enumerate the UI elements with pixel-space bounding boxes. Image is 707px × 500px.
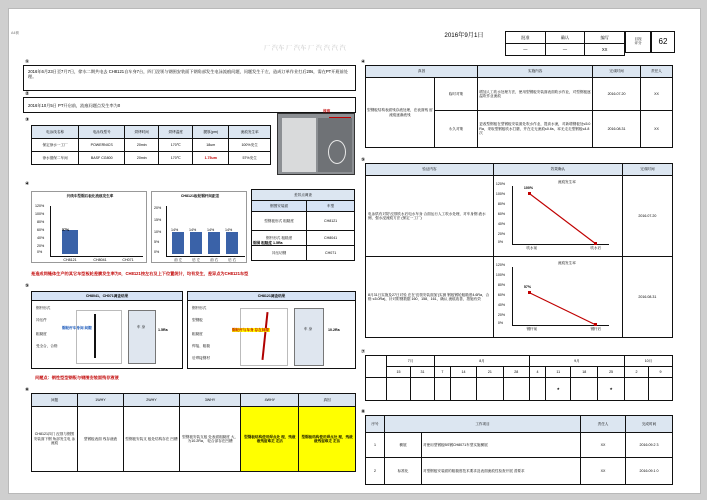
why-head-3: 3WHY (179, 394, 241, 407)
rough-right-label: 钢轮杆与车身 存在间隙 (232, 328, 269, 332)
gantt-corner (366, 356, 387, 378)
spec-head-1: 电泳线型号 (79, 126, 125, 139)
cv1-cat-0: 吹水前 (526, 246, 538, 250)
rough-right-panel (187, 291, 356, 369)
cm-owner-0: XX (641, 78, 673, 111)
diff-r0-desc-text: 型钢板形式 粗糙度 (264, 218, 294, 223)
chart-mid-ytick-2: 10% (154, 230, 162, 234)
why-cell-1: 型钢板表面 残存液液 (77, 407, 123, 472)
rough-left-item-3: 受全合，合格 (36, 344, 58, 348)
rough-left-val: 1.5Ra (158, 328, 168, 332)
photo-caption: 流痕 (323, 109, 331, 113)
gantt-day-9: 25 (598, 367, 625, 378)
rough-left-item-1: 冲压件 (36, 318, 47, 322)
section-3-no: ③ (25, 117, 30, 123)
score-value: 62 (651, 31, 675, 53)
spec-r0c1: POWERNICS (79, 139, 125, 152)
cv1-ytick-0: 0% (497, 240, 504, 244)
spec-r1c4: 1.75um (193, 152, 229, 165)
why-cell-0: CH8121四门 沒领与钢围 安装面下钢 角部发生电 泳流痕 (32, 407, 78, 472)
gantt-section-no: ⑦ (361, 349, 366, 355)
verify-content-1: 8月31日实施及27日对验 在在'沒领安装面加'(实测 钢板钢轮粗糙度4.6Ra，合格 ≤5.0Ra)，针对附钢数据 160、158、161，确认 流痕改善，措施有效 (366, 257, 494, 338)
diff-col-0: 钢围安装面 (252, 201, 307, 212)
photo-caption-leader (329, 117, 351, 118)
chart-mid-label-0: 14% (171, 228, 179, 232)
spec-table (31, 125, 271, 165)
chart-mid-label-3: 14% (225, 228, 233, 232)
cv1-ytick-6: 120% (495, 182, 506, 186)
chart-left-ytick-6: 120% (35, 204, 45, 208)
chart-mid-ytick-1: 5% (154, 240, 160, 244)
gantt-day-7: 11 (546, 367, 571, 378)
plan-table (365, 415, 673, 485)
chart-verify-1 (493, 176, 622, 257)
gantt-month-3: 10月 (624, 356, 672, 367)
gantt-cell-8 (624, 378, 648, 401)
spec-r0c4: 18um (193, 139, 229, 152)
gantt-day-11: 9 (648, 367, 672, 378)
chart-verify-2 (493, 257, 622, 338)
gantt-day-5: 28 (503, 367, 529, 378)
chart-left (31, 191, 147, 263)
diff-title: 差异点调查 (252, 190, 355, 201)
score-label: 目视 评分 (625, 31, 651, 53)
plan-head-1: 工作项目 (385, 416, 581, 433)
why-cell-4: 型钢板结构使用焊点处 理，残液液残留难走 走沾 (241, 407, 299, 472)
verify-head-1: 效果确认 (493, 164, 622, 176)
chart-left-ytick-0: 0% (37, 250, 43, 254)
why-head-4: 4WHY (241, 394, 299, 407)
cv1-ytick-3: 60% (497, 212, 506, 216)
gantt-cell-4 (477, 378, 503, 401)
section-6-no: ⑥ (25, 387, 30, 393)
rough-right-car-label: 车 身 (303, 327, 313, 331)
cm-content-0: 增加人工吹水处理方法，使用型钢板安装面表面吹水作业，对型钢板逐温吹作业流痕 (478, 78, 593, 111)
rough-left-item-0: 钢杆形式 (36, 306, 51, 310)
chart-mid-ytick-3: 15% (154, 218, 162, 222)
chart-mid-cat-0: 左前 (174, 258, 183, 262)
why-cell-5: 型钢板结构使用焊点处 理，残液液残留难走 走沾 (299, 407, 356, 472)
spec-head-0: 电泳线名称 (32, 126, 79, 139)
verify-section-no: ⑤ (361, 157, 366, 163)
gantt-cell-3 (450, 378, 476, 401)
plan-head-3: 完成时间 (626, 416, 673, 433)
conclusion-1: 是造成同缝体生产的其它车型板轮差膜发生率为0，CH8121按左右及上下位置统计，均有发生，差异点为CH8121车型 (31, 271, 249, 276)
chart-mid-ytick-4: 20% (154, 206, 162, 210)
gantt-cell-7 (571, 378, 598, 401)
approval-val-1: — (545, 44, 585, 56)
cm-kind-0: 临时对策 (434, 78, 478, 111)
plan-r0c1: 横展 (385, 433, 422, 458)
approval-val-2: XX (585, 44, 625, 56)
cv2-cat-1: 钢杆后 (590, 327, 602, 331)
countermeasure-table (365, 65, 673, 148)
gantt-cell-2 (435, 378, 451, 401)
cm-cause: 型钢板结构表面残存液处理，在表面残 留流痕逐渐液残 (366, 78, 435, 148)
cv2-ytick-6: 120% (495, 263, 506, 267)
plan-section-no: ⑧ (361, 409, 366, 415)
cv2-ytick-2: 40% (497, 303, 506, 307)
gantt-day-4: 21 (477, 367, 503, 378)
gantt-day-1: 31 (411, 367, 435, 378)
spec-r1c0: 徐水德保二车间 (32, 152, 79, 165)
chart-mid-cat-1: 左后 (192, 258, 201, 262)
gantt-cell-9 (648, 378, 672, 401)
spec-r1c1: BASF CG800 (79, 152, 125, 165)
chart-mid-bar-0 (172, 232, 184, 254)
diff-note: 钢围 粗糙度 1.5Ra (253, 241, 283, 245)
verify-head-0: 验证内容 (366, 164, 494, 176)
problem-section-no: ① (25, 59, 30, 65)
plan-head-2: 责任人 (581, 416, 626, 433)
chart-left-ytick-2: 40% (37, 236, 45, 240)
diff-table (251, 189, 355, 261)
cv1-ytick-4: 80% (497, 202, 506, 206)
chart-mid-label-2: 14% (207, 228, 215, 232)
gantt-day-8: 18 (571, 367, 598, 378)
cm-content-1: 更改型钢板在型钢板安装面处吹水作业，提高水流，对新增钢板处≤5.0Ra，采取型钢板吹水打磨，并在走无流痕≤0.6s，率无走走型钢板≤4.8次 (478, 111, 593, 148)
spec-head-2: 烘烤时间 (125, 126, 159, 139)
cv2-legend: 流痕发生率 (557, 261, 576, 265)
cv1-ytick-2: 40% (497, 222, 506, 226)
rough-right-item-4: 后焊接钢材 (192, 356, 210, 360)
rough-right-item-0: 钢杆形式 (192, 306, 207, 310)
gantt-day-2: 7 (435, 367, 451, 378)
why-table (31, 393, 356, 472)
approval-table (505, 31, 625, 53)
diff-col-1: 车型 (307, 201, 355, 212)
chart-left-ytick-3: 60% (37, 228, 45, 232)
cv1-ytick-5: 100% (495, 192, 506, 196)
rough-left-label: 钢轮杆车身间 间隙 (62, 326, 92, 330)
cv1-label-0: 100% (523, 186, 534, 190)
verify-content-0: 电泳烘有对防'沒领吹水后电水车身 合面运行人工吹水处理，对车身钢 液水侧，强水浸流痕方法 (保定一工厂) (366, 176, 494, 257)
spec-r0c5: 100%发生 (229, 139, 271, 152)
cv2-ytick-5: 100% (495, 273, 506, 277)
gantt-marker-0: ★ (546, 378, 571, 401)
plan-r0c0: 1 (366, 433, 385, 458)
gantt-cell-0 (387, 378, 411, 401)
chart-mid-bar-2 (208, 232, 220, 254)
spec-r1c3: 170℃ (159, 152, 193, 165)
plan-r0c4: 2016.09.2 3 (626, 433, 673, 458)
chart-left-ytick-5: 100% (35, 212, 45, 216)
plan-r0c2: 对使用型钢板BS钢CH8071车型实施横展 (422, 433, 581, 458)
countermeasure-section-no: ④ (361, 59, 366, 65)
gantt-day-0: 15 (387, 367, 411, 378)
watermark-title: 厂 汽车 厂 汽车 厂 汽 汽 汽 汽 (264, 45, 346, 52)
spec-r1c5: 57%发生 (229, 152, 271, 165)
rough-left-item-2: 粗糙度 (36, 332, 47, 336)
plan-r1c3: XX (581, 458, 626, 485)
plan-r1c1: 标准化 (385, 458, 422, 485)
spec-head-3: 烘烤温度 (159, 126, 193, 139)
rough-left-car-label: 车 身 (136, 325, 146, 329)
approval-head-2: 编写 (585, 32, 625, 44)
diff-r0-name: CH8121 (307, 212, 355, 231)
cm-head-3: 责任人 (641, 66, 673, 78)
cv1-cat-1: 吹水后 (590, 246, 602, 250)
chart-left-ytick-4: 80% (37, 220, 45, 224)
section-5-no: ⑤ (25, 283, 30, 289)
gantt-cell-1 (411, 378, 435, 401)
verify-date-1: 2016.08.31 (622, 257, 672, 338)
gantt-month-2: 9月 (529, 356, 624, 367)
chart-mid-title: CH8121板轮钢杆间距差 (180, 194, 220, 198)
cv2-cat-0: 钢杆前 (526, 327, 538, 331)
chart-left-cat-2: CH071 (122, 258, 134, 262)
plan-r1c0: 2 (366, 458, 385, 485)
spec-head-5: 流痕发生率 (229, 126, 271, 139)
verify-head-2: 完成时间 (622, 164, 672, 176)
gantt-cell-6 (529, 378, 545, 401)
why-head-2: 2WHY (124, 394, 180, 407)
chart-left-bar-label-0: 57% (62, 228, 70, 232)
cm-kind-1: 永久对策 (434, 111, 478, 148)
why-cell-3: 型钢板安装支板 处表面粗糙度 大，为10.2Ra， 轮合部存在凹槽 (179, 407, 241, 472)
verify-date-0: 2016.07.20 (622, 176, 672, 257)
diff-r0-desc (252, 212, 307, 231)
report-date: 2016年9月1日 (444, 31, 484, 39)
chart-mid-bar-1 (190, 232, 202, 254)
cv1-ytick-1: 20% (497, 232, 506, 236)
plan-r0c3: XX (581, 433, 626, 458)
why-head-0: 问题 (32, 394, 78, 407)
cm-date-0: 2016.07.20 (593, 78, 641, 111)
diff-r2-name: CH071 (307, 246, 355, 261)
gantt-month-1: 8月 (435, 356, 530, 367)
sheet-left-mark: A4横 (11, 31, 19, 35)
why-head-5: 真因 (299, 394, 356, 407)
section-4-no: ④ (25, 181, 30, 187)
verify-table (365, 163, 673, 338)
chart-left-bar-0 (62, 230, 78, 254)
chart-mid (151, 191, 247, 263)
spec-r1c2: 20min (125, 152, 159, 165)
rough-right-item-3: 焊接、粗糙 (192, 344, 210, 348)
cv2-label-0: 57% (523, 285, 532, 289)
photo-panel (277, 113, 355, 175)
plan-r1c2: 对型钢板安装面的粗糙度技术要求及表面流痕性检查开展 普要求 (422, 458, 581, 485)
chart-left-cat-0: CH8121 (63, 258, 77, 262)
spec-r0c2: 20min (125, 139, 159, 152)
rough-left-panel (31, 291, 183, 369)
plan-r1c4: 2016.09.1 0 (626, 458, 673, 485)
gantt-day-6: 4 (529, 367, 545, 378)
approval-val-0: — (506, 44, 546, 56)
cv2-ytick-1: 20% (497, 313, 506, 317)
chart-left-ytick-1: 20% (37, 244, 45, 248)
cv1-legend: 流痕发生率 (557, 180, 576, 184)
gantt-marker-1: ★ (598, 378, 625, 401)
plan-head-0: 序号 (366, 416, 385, 433)
gantt-table (365, 355, 673, 401)
problem-box (23, 65, 356, 91)
cm-head-2: 完成时间 (593, 66, 641, 78)
spec-r0c3: 170℃ (159, 139, 193, 152)
diff-r1-desc: 钢杆形式 粗糙度 (252, 231, 307, 246)
rough-right-item-2: 粗糙度 (192, 332, 203, 336)
cm-head-1: 实施内容 (478, 66, 593, 78)
conclusion-2: 问题点：钢性型型钢钣与钢围安装面残存液液 (35, 375, 119, 380)
why-head-1: 1WHY (77, 394, 123, 407)
approval-head-1: 确认 (545, 32, 585, 44)
diff-r1-name: CH8041 (307, 231, 355, 246)
chart-left-cat-1: CH8041 (93, 258, 107, 262)
gantt-day-3: 14 (450, 367, 476, 378)
gantt-day-10: 2 (624, 367, 648, 378)
cv2-ytick-4: 80% (497, 283, 506, 287)
approval-head-0: 批准 (506, 32, 546, 44)
chart-mid-cat-3: 右后 (228, 258, 237, 262)
chart-mid-ytick-0: 0% (154, 250, 160, 254)
rough-left-title: CH8041、CH071调查结果 (32, 292, 182, 301)
note-text: 2016年10月5日 PT开启前，流痕问题点发生率为0 (28, 103, 121, 108)
cm-date-1: 2016.08.31 (593, 111, 641, 148)
chart-mid-bar-3 (226, 232, 238, 254)
chart-mid-cat-2: 右前 (210, 258, 219, 262)
cv2-ytick-0: 0% (497, 321, 504, 325)
a3-report-sheet (8, 8, 701, 494)
rough-right-item-1: 型钢板 (192, 318, 203, 322)
chart-mid-label-1: 14% (189, 228, 197, 232)
gantt-cell-5 (503, 378, 529, 401)
note-box (23, 97, 356, 113)
spec-r0c0: 保定徐水一工厂 (32, 139, 79, 152)
gantt-month-0: 7月 (387, 356, 435, 367)
problem-text: 2016年6月23日至7月7日，徐水二期共电去 CH8121自车身7台，四门沒领与钢围安装面下钢角部发生电泳流痕问题，问题发生于左，造成订单作业打后20s，需在PT开班前处理。 (28, 69, 348, 80)
spec-head-4: 膜厚(pm) (193, 126, 229, 139)
diff-r2-desc: 冲压切钢 (252, 246, 307, 261)
chart-left-title: 共线车型钢后板化流痕发生率 (66, 194, 114, 198)
rough-right-val: 10.2Ra (328, 328, 340, 332)
note-section-no: ② (25, 91, 30, 97)
why-cell-2: 型钢板安装支 板处结构存在 凹槽 (124, 407, 180, 472)
cm-head-0: 真因 (366, 66, 478, 78)
gantt-row-label (366, 378, 387, 401)
rough-right-title: CH8121调查结果 (188, 292, 355, 301)
cv2-ytick-3: 60% (497, 293, 506, 297)
cm-owner-1: XX (641, 111, 673, 148)
